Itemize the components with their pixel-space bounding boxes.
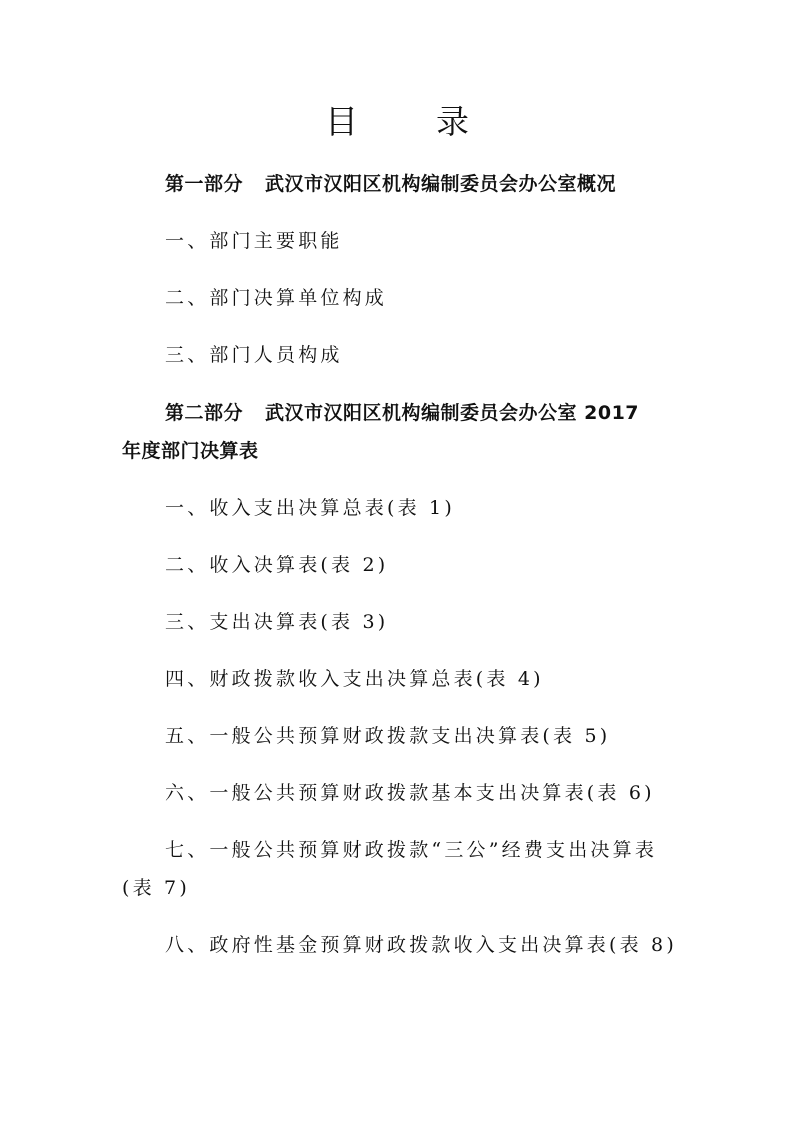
- toc-item: 四、财政拨款收入支出决算总表(表 4): [165, 668, 544, 690]
- part1-heading: [165, 172, 616, 196]
- part2-heading: [165, 401, 639, 425]
- toc-item: 三、部门人员构成: [165, 344, 343, 366]
- part2-text-line1: 武汉市汉阳区机构编制委员会办公室 2017: [265, 402, 640, 424]
- toc-item: 一、收入支出决算总表(表 1): [165, 497, 455, 519]
- toc-item: 一、部门主要职能: [165, 230, 343, 252]
- title-char-2: 录: [436, 102, 469, 141]
- toc-item: 二、收入决算表(表 2): [165, 554, 389, 576]
- toc-item-7-line2: (表 7): [122, 877, 190, 899]
- part2-text-line2: 年度部门决算表: [122, 440, 259, 462]
- part2-label: 第二部分: [165, 402, 244, 424]
- toc-item: 六、一般公共预算财政拨款基本支出决算表(表 6): [165, 782, 655, 804]
- toc-item: 三、支出决算表(表 3): [165, 611, 389, 633]
- toc-item: 二、部门决算单位构成: [165, 287, 388, 309]
- part1-text: 武汉市汉阳区机构编制委员会办公室概况: [265, 173, 617, 195]
- toc-item: 五、一般公共预算财政拨款支出决算表(表 5): [165, 725, 611, 747]
- title-char-1: 目: [325, 102, 358, 141]
- part1-label: 第一部分: [165, 173, 244, 195]
- toc-item-7-line1: 七、一般公共预算财政拨款“三公”经费支出决算表: [165, 839, 658, 861]
- page-title: [0, 96, 794, 143]
- toc-item-8: 八、政府性基金预算财政拨款收入支出决算表(表 8): [165, 934, 677, 956]
